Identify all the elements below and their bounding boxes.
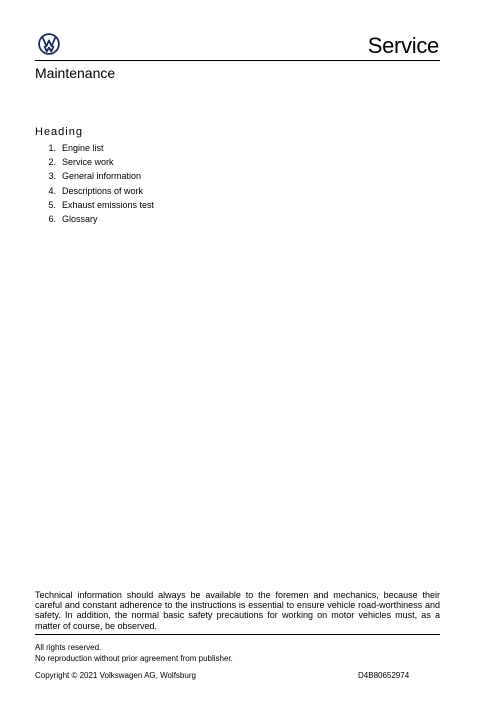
toc-item-label: Descriptions of work: [62, 185, 144, 196]
safety-disclaimer: Technical information should always be available to the foremen and mechanics, because their careful and constant adherence to the instructions is essential to ensure vehicle road-worthiness and safety. In addition, the normal basic safety precautions for working on motor vehicles must, as a matter of course, be observed.: [35, 590, 440, 631]
toc-item-descriptions-of-work[interactable]: [40, 184, 154, 198]
page-title: Service: [367, 33, 439, 58]
reproduction-line: No reproduction without prior agreement from publisher.: [35, 654, 233, 663]
toc-item-label: Engine list: [62, 143, 104, 153]
toc-item-number: 5.: [48, 199, 56, 210]
toc-item-label: General information: [62, 171, 142, 182]
toc-item-engine-list[interactable]: [40, 141, 154, 155]
table-of-contents: [40, 141, 154, 226]
toc-item-glossary[interactable]: [40, 212, 154, 226]
page-subtitle: Maintenance: [35, 65, 116, 81]
toc-item-label: Service work: [62, 157, 114, 168]
toc-item-label: Exhaust emissions test: [62, 199, 155, 210]
toc-item-number: 4.: [48, 185, 56, 196]
toc-item-label: Glossary: [62, 214, 98, 225]
toc-item-number: 2.: [48, 157, 56, 168]
contents-heading: Heading: [35, 126, 83, 138]
toc-item-general-information[interactable]: [40, 169, 154, 183]
toc-item-number: 1.: [48, 143, 56, 153]
rights-line: All rights reserved.: [35, 643, 102, 652]
toc-item-service-work[interactable]: [40, 155, 154, 169]
vw-logo-icon: [38, 33, 60, 55]
toc-item-number: 6.: [48, 214, 56, 225]
document-id: D4B80652974: [358, 671, 410, 680]
toc-item-exhaust-emissions-test[interactable]: [40, 198, 154, 212]
header-divider: [35, 60, 440, 61]
toc-item-number: 3.: [48, 171, 56, 182]
rights-notice: [35, 642, 233, 664]
footer-divider: [35, 634, 440, 635]
copyright-notice: Copyright © 2021 Volkswagen AG, Wolfsburg: [35, 671, 196, 680]
